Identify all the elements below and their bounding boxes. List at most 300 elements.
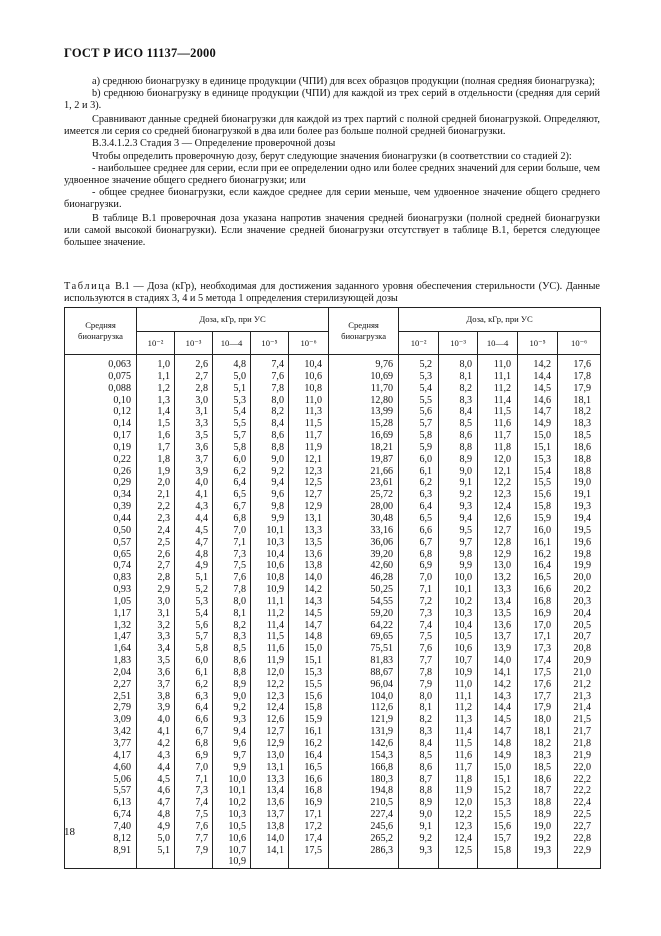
cell-value: 6,9 (195, 749, 208, 761)
table-cell (558, 738, 600, 750)
table-cell (558, 572, 600, 584)
table-cell (399, 489, 438, 501)
cell-value: 13,6 (266, 797, 284, 809)
cell-value: 3,0 (157, 595, 170, 607)
table-cell: 0,12 (113, 406, 131, 418)
cell-value: 18,2 (533, 738, 552, 749)
table-cell (175, 395, 212, 407)
table-cell (289, 477, 328, 489)
cell-value: 4,0 (195, 477, 208, 489)
header-bioburden: Средняя бионагрузка (329, 308, 399, 355)
table-cell (478, 714, 517, 726)
table-cell (137, 774, 174, 786)
cell-value: 2,4 (157, 524, 170, 536)
cell-value: 7,7 (195, 832, 208, 844)
table-cell (251, 466, 288, 478)
table-cell: 21,66 (370, 465, 394, 477)
cell-value: 11,6 (493, 418, 512, 430)
table-cell: 36,06 (370, 536, 394, 548)
cell-value: 7,3 (419, 607, 433, 619)
cell-value: 9,9 (233, 761, 246, 773)
cell-value: 3,4 (157, 643, 170, 655)
table-cell (518, 466, 557, 478)
table-cell (399, 691, 438, 703)
table-cell (213, 418, 250, 430)
bioburden-column (329, 359, 398, 856)
table-cell (558, 714, 600, 726)
table-cell (175, 454, 212, 466)
cell-value: 2,6 (157, 548, 170, 560)
table-cell (213, 560, 250, 572)
cell-value: 7,2 (419, 595, 433, 607)
cell-value: 8,1 (459, 370, 473, 382)
table-cell (175, 845, 212, 857)
table-cell (558, 418, 600, 430)
table-cell (137, 821, 174, 833)
table-cell: 12,80 (370, 394, 394, 406)
cell-value: 7,9 (195, 844, 208, 856)
table-cell (289, 537, 328, 549)
table-cell (518, 537, 557, 549)
table-cell (251, 845, 288, 857)
table-cell (175, 537, 212, 549)
dose-table (64, 307, 601, 869)
table-cell (289, 809, 328, 821)
table-cell (518, 809, 557, 821)
cell-value: 9,0 (459, 465, 473, 477)
cell-value: 13,5 (493, 607, 512, 619)
table-cell (518, 383, 557, 395)
table-cell (137, 454, 174, 466)
table-cell (213, 596, 250, 608)
cell-value: 3,1 (195, 406, 208, 418)
cell-value: 4,4 (195, 512, 208, 524)
cell-value: 14,9 (493, 749, 512, 761)
table-cell (399, 395, 438, 407)
cell-value: 11,5 (454, 738, 473, 749)
table-cell (251, 667, 288, 679)
cell-value: 8,4 (459, 406, 473, 418)
table-cell: 46,28 (370, 572, 394, 584)
cell-value: 7,1 (419, 584, 433, 596)
cell-value: 16,4 (304, 749, 322, 761)
table-cell (439, 430, 477, 442)
table-cell (439, 714, 477, 726)
cell-value: 8,3 (233, 631, 246, 643)
table-cell (213, 371, 250, 383)
cell-value: 11,2 (493, 382, 512, 394)
cell-value: 12,0 (266, 666, 284, 678)
table-cell (439, 809, 477, 821)
cell-value: 6,8 (233, 512, 246, 524)
header-sal: 10⁻³ (175, 332, 213, 355)
table-cell (251, 560, 288, 572)
cell-value: 6,0 (233, 453, 246, 465)
table-cell (289, 679, 328, 691)
table-cell (289, 821, 328, 833)
cell-value: 2,7 (157, 560, 170, 572)
cell-value: 12,6 (493, 512, 512, 524)
table-cell (175, 513, 212, 525)
cell-value: 5,5 (233, 418, 246, 430)
table-cell (478, 762, 517, 774)
table-cell (518, 525, 557, 537)
table-cell: 2,51 (113, 690, 131, 702)
cell-value: 13,8 (304, 560, 322, 572)
table-cell: 0,10 (113, 394, 131, 406)
header-sal: 10⁻⁵ (251, 332, 289, 355)
cell-value: 6,0 (419, 453, 433, 465)
cell-value: 17,0 (533, 619, 552, 631)
table-cell (175, 655, 212, 667)
table-cell (175, 809, 212, 821)
table-cell (137, 395, 174, 407)
cell-value: 19,0 (533, 820, 552, 832)
table-cell (213, 406, 250, 418)
table-cell (137, 679, 174, 691)
table-cell (399, 643, 438, 655)
table-cell: 11,70 (370, 382, 394, 394)
cell-value: 9,8 (459, 548, 473, 560)
cell-value: 6,3 (195, 690, 208, 702)
cell-value: 10,4 (266, 548, 284, 560)
table-cell (213, 655, 250, 667)
table-cell (213, 549, 250, 561)
table-cell (213, 714, 250, 726)
caption-text: В.1 — Доза (кГр), необходимая для достижения заданного уровня обеспечения стерильности (УС). Данные используются в стадиях 3, 4 и 5 метода 1 определения стерилизующей дозы (64, 281, 600, 305)
cell-value: 8,8 (419, 785, 433, 797)
cell-value: 13,6 (493, 619, 512, 631)
table-cell (137, 371, 174, 383)
table-cell: 6,13 (113, 797, 131, 809)
list-item: - наибольшее среднее для серии, если при ее определении одно или более средних значений для серии больше, чем удвоенное значение общего среднего бионагрузки; или (64, 162, 600, 186)
table-cell: 104,0 (370, 690, 394, 702)
table-cell (478, 430, 517, 442)
cell-value: 1,1 (157, 370, 170, 382)
cell-value: 17,1 (304, 809, 322, 821)
table-cell (213, 513, 250, 525)
table-cell (558, 489, 600, 501)
table-cell: 8,12 (113, 832, 131, 844)
table-cell (558, 596, 600, 608)
table-cell (251, 395, 288, 407)
cell-value: 9,7 (233, 749, 246, 761)
table-cell (213, 797, 250, 809)
table-cell (137, 359, 174, 371)
table-cell (518, 679, 557, 691)
table-cell (251, 821, 288, 833)
cell-value: 3,9 (195, 465, 208, 477)
table-cell: 1,05 (113, 595, 131, 607)
table-cell (289, 466, 328, 478)
table-cell: 2,27 (113, 678, 131, 690)
table-cell (478, 821, 517, 833)
cell-value: 2,8 (195, 382, 208, 394)
cell-value: 14,4 (533, 370, 552, 382)
table-cell (213, 643, 250, 655)
table-cell (399, 442, 438, 454)
cell-value: 18,2 (573, 406, 592, 418)
cell-value: 14,1 (493, 666, 512, 678)
cell-value: 13,3 (266, 773, 284, 785)
section-heading: В.3.4.1.2.3 Стадия 3 — Определение проверочной дозы (92, 138, 336, 150)
table-cell (137, 845, 174, 857)
table-cell (289, 359, 328, 371)
table-cell (251, 371, 288, 383)
table-cell (399, 501, 438, 513)
table-cell (251, 785, 288, 797)
cell-value: 13,4 (266, 785, 284, 797)
cell-value: 21,8 (573, 738, 592, 749)
cell-value: 12,3 (454, 820, 473, 832)
table-cell (213, 477, 250, 489)
table-cell (137, 655, 174, 667)
table-cell (175, 383, 212, 395)
table-cell (518, 631, 557, 643)
table-cell (558, 620, 600, 632)
table-cell: 96,04 (370, 678, 394, 690)
cell-value: 10,2 (228, 797, 246, 809)
cell-value: 9,4 (459, 512, 473, 524)
cell-value: 11,9 (266, 655, 284, 667)
cell-value: 13,9 (493, 643, 512, 655)
cell-value: 18,7 (533, 785, 552, 797)
table-cell: 3,77 (113, 738, 131, 749)
cell-value: 7,4 (271, 359, 284, 370)
table-cell (478, 631, 517, 643)
cell-value: 13,3 (493, 584, 512, 596)
cell-value: 8,1 (233, 607, 246, 619)
cell-value: 11,0 (454, 678, 473, 690)
table-cell (558, 608, 600, 620)
table-cell (399, 750, 438, 762)
table-cell (251, 655, 288, 667)
table-cell: 6,74 (113, 809, 131, 821)
cell-value: 4,9 (195, 560, 208, 572)
cell-value: 18,0 (533, 714, 552, 726)
cell-value: 1,2 (157, 382, 170, 394)
header-sal: 10⁻⁶ (289, 332, 329, 355)
table-cell (399, 560, 438, 572)
cell-value: 15,6 (493, 820, 512, 832)
table-cell (518, 489, 557, 501)
table-cell (399, 797, 438, 809)
table-cell (439, 643, 477, 655)
cell-value: 8,5 (459, 418, 473, 430)
cell-value: 11,4 (493, 394, 512, 406)
table-cell (175, 714, 212, 726)
table-cell: 0,26 (113, 465, 131, 477)
cell-value: 10,1 (454, 584, 473, 596)
table-cell (439, 371, 477, 383)
paragraph: В таблице В.1 проверочная доза указана напротив значения средней бионагрузки (полной средней бионагрузки или самой высокой бионагрузки). Если значение средней бионагрузки отсутствует в таблице В.1, берется следующее большее значение. (64, 213, 600, 249)
table-cell (251, 726, 288, 738)
table-cell (439, 489, 477, 501)
cell-value: 6,6 (419, 524, 433, 536)
cell-value: 10,6 (266, 560, 284, 572)
cell-value: 14,2 (533, 359, 552, 370)
table-cell (213, 537, 250, 549)
table-cell (518, 821, 557, 833)
cell-value: 6,4 (233, 477, 246, 489)
cell-value: 5,9 (419, 441, 433, 453)
table-cell (175, 774, 212, 786)
table-cell (289, 383, 328, 395)
table-cell (251, 501, 288, 513)
cell-value: 18,8 (533, 797, 552, 809)
cell-value: 20,3 (573, 595, 592, 607)
table-cell (399, 596, 438, 608)
cell-value: 15,5 (493, 809, 512, 821)
table-cell (175, 359, 212, 371)
cell-value: 5,4 (419, 382, 433, 394)
table-cell: 5,57 (113, 785, 131, 797)
cell-value: 22,2 (573, 773, 592, 785)
cell-value: 8,3 (459, 394, 473, 406)
table-cell (137, 584, 174, 596)
cell-value: 2,2 (157, 501, 170, 513)
table-cell (439, 750, 477, 762)
cell-value: 7,0 (195, 761, 208, 773)
table-cell (289, 406, 328, 418)
cell-value: 16,8 (304, 785, 322, 797)
table-cell (251, 418, 288, 430)
table-cell (175, 762, 212, 774)
cell-value: 13,0 (266, 749, 284, 761)
table-cell (558, 537, 600, 549)
table-cell: 59,20 (370, 607, 394, 619)
table-cell (137, 797, 174, 809)
table-cell (399, 430, 438, 442)
cell-value: 9,4 (233, 726, 246, 738)
cell-value: 1,4 (157, 406, 170, 418)
table-cell (558, 513, 600, 525)
cell-value: 9,3 (459, 501, 473, 513)
cell-value: 3,3 (195, 418, 208, 430)
table-cell: 265,2 (370, 832, 394, 844)
table-cell (213, 785, 250, 797)
cell-value: 17,2 (304, 820, 322, 832)
cell-value: 11,6 (454, 749, 473, 761)
table-cell (478, 845, 517, 857)
cell-value: 11,2 (266, 607, 284, 619)
table-cell (399, 620, 438, 632)
table-cell (478, 655, 517, 667)
table-cell: 1,47 (113, 631, 131, 643)
cell-value: 2,7 (195, 370, 208, 382)
table-cell (518, 702, 557, 714)
table-cell (439, 572, 477, 584)
table-cell (251, 383, 288, 395)
cell-value: 11,5 (304, 418, 322, 430)
table-cell (518, 738, 557, 750)
cell-value: 11,5 (266, 631, 284, 643)
cell-value: 12,7 (493, 524, 512, 536)
cell-value: 7,3 (233, 548, 246, 560)
cell-value: 5,0 (157, 832, 170, 844)
cell-value: 17,9 (533, 702, 552, 714)
table-cell (175, 702, 212, 714)
table-cell (399, 549, 438, 561)
cell-value: 4,9 (157, 820, 170, 832)
cell-value: 18,8 (573, 453, 592, 465)
cell-value: 12,2 (266, 678, 284, 690)
table-cell (213, 702, 250, 714)
cell-value: 8,5 (419, 749, 433, 761)
table-cell (137, 501, 174, 513)
cell-value: 21,3 (573, 690, 592, 702)
dose-column (399, 359, 438, 856)
table-cell (289, 714, 328, 726)
cell-value: 14,2 (304, 584, 322, 596)
cell-value: 13,7 (493, 631, 512, 643)
table-cell (175, 430, 212, 442)
cell-value: 20,0 (573, 572, 592, 584)
cell-value: 6,1 (419, 465, 433, 477)
table-cell (439, 406, 477, 418)
table-cell (213, 845, 250, 857)
table-cell (251, 679, 288, 691)
table-cell: 3,09 (113, 714, 131, 726)
cell-value: 7,8 (419, 666, 433, 678)
table-cell (289, 785, 328, 797)
table-cell (558, 371, 600, 383)
paragraph: b) среднюю бионагрузку в единице продукции (ЧПИ) для каждой из трех серий в отдельности (средняя для серий 1, 2 и 3). (64, 88, 600, 112)
table-cell (558, 667, 600, 679)
table-cell (439, 762, 477, 774)
table-cell (558, 726, 600, 738)
cell-value: 12,5 (454, 844, 473, 856)
cell-value: 12,3 (493, 489, 512, 501)
cell-value: 1,5 (157, 418, 170, 430)
cell-value: 17,5 (533, 666, 552, 678)
table-cell: 54,55 (370, 595, 394, 607)
table-cell (137, 596, 174, 608)
table-cell (518, 430, 557, 442)
table-cell (213, 489, 250, 501)
table-cell (137, 809, 174, 821)
cell-value: 10,5 (228, 820, 246, 832)
table-cell (518, 620, 557, 632)
dose-column (175, 359, 212, 856)
table-cell: 0,50 (113, 524, 131, 536)
cell-value: 6,6 (195, 714, 208, 726)
table-cell (558, 702, 600, 714)
table-cell (213, 809, 250, 821)
cell-value: 5,7 (195, 631, 208, 643)
cell-value: 22,4 (573, 797, 592, 809)
table-cell: 81,83 (370, 655, 394, 667)
cell-value: 22,2 (573, 785, 592, 797)
table-cell (518, 359, 557, 371)
cell-value: 3,5 (157, 655, 170, 667)
cell-value: 15,1 (493, 773, 512, 785)
cell-value: 18,5 (533, 761, 552, 773)
cell-value: 10,7 (228, 844, 246, 856)
cell-value: 19,9 (573, 560, 592, 572)
table-cell: 33,16 (370, 524, 394, 536)
table-cell (439, 454, 477, 466)
table-cell (518, 549, 557, 561)
cell-value: 7,6 (271, 370, 284, 382)
cell-value: 9,0 (233, 690, 246, 702)
cell-value: 6,5 (419, 512, 433, 524)
table-cell (289, 750, 328, 762)
table-cell (478, 608, 517, 620)
table-cell (213, 430, 250, 442)
paragraph: Сравнивают данные средней бионагрузки для каждой из трех партий с полной средней бионагрузкой. Определяют, имеется ли серия со средней бионагрузкой в два или более раз больше полной средней бионагрузки. (64, 114, 600, 138)
cell-value: 9,9 (459, 560, 473, 572)
